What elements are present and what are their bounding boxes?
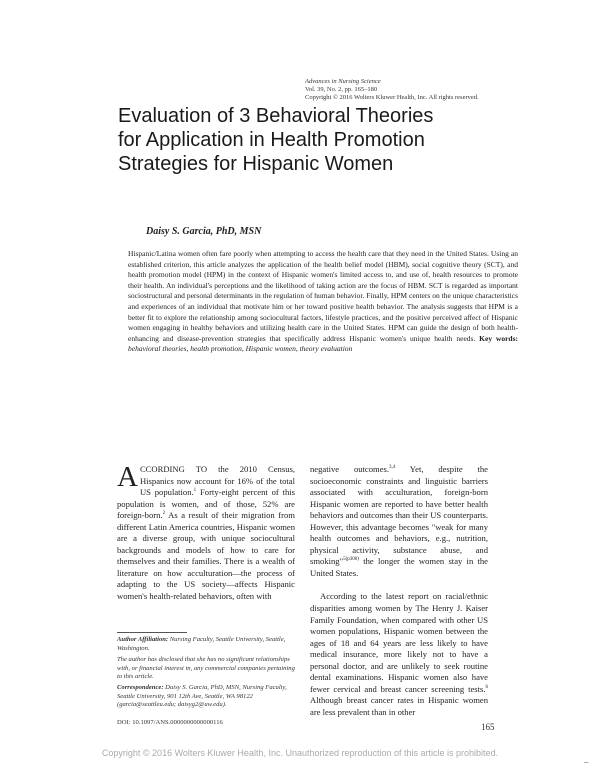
- correspondence-label: Correspondence:: [117, 684, 164, 691]
- body-paragraph-right-1: [310, 464, 488, 579]
- affiliation-text: Nursing Faculty, Seattle University, Seattle, Washington.: [117, 636, 286, 652]
- article-title: Evaluation of 3 Behavioral Theories for Application in Health Promotion Strategies for Hispanic Women: [118, 105, 434, 175]
- footnote-divider: [117, 632, 187, 633]
- journal-info: [305, 78, 535, 102]
- footnote-doi: DOI: 10.1097/ANS.0000000000000116: [117, 719, 223, 726]
- body-text-right-d: According to the latest report on racial/ethnic disparities among women by The Henry J. Kaiser Family Foundation, when compared with other US women populations, Hispanic women between the ages of 18 and 64 years are less likely to have medical insurance, more likely not to have a personal doctor, and are unlikely to seek routine dental examinations. Hispanic women also have fewer cervical and breast cancer screening tests.: [310, 591, 488, 694]
- body-text-right-c: the longer the women stay in the United States.: [310, 556, 488, 578]
- body-text-left-c: As a result of their migration from different Latin America countries, Hispanic women are a diverse group, with unique sociocultural backgrounds and models of how to care for themselves and their families. There is a wealth of literature on how acculturation—the process of adapting to the US society—affects Hispanic women's health-related behaviors, often with: [117, 510, 295, 602]
- page-number: 165: [481, 722, 495, 732]
- keywords-label: Key words:: [479, 333, 518, 343]
- body-text-right-a: negative outcomes.: [310, 464, 390, 474]
- body-text-left-a: CCORDING TO the 2010 Census, Hispanics now account for 16% of the total US population.: [139, 464, 295, 498]
- footnote-disclosure: The author has disclosed that she has no significant relationships with, or financial interest in, any commercial companies pertaining to this article.: [117, 656, 295, 680]
- citation-5: 5(p300): [343, 557, 359, 563]
- footnote-affiliation: [117, 636, 297, 653]
- body-paragraph-right-2: [310, 591, 488, 718]
- corner-mark: –: [584, 757, 589, 767]
- citation-6: 6: [485, 684, 488, 690]
- correspondence-text: Daisy S. Garcia, PhD, MSN, Nursing Faculty, Seattle University, 901 12th Ave, Seattle, WA 98122 (garcia@seattleu.edu; daisyg2@uw.edu).: [117, 684, 287, 708]
- affiliation-label: Author Affiliation:: [117, 636, 169, 643]
- drop-cap: A: [117, 461, 138, 493]
- body-right-column: [310, 464, 488, 718]
- citation-3-4: 3,4: [389, 465, 396, 471]
- abstract-text: Hispanic/Latina women often fare poorly when attempting to access the health care that they need in the United States. Using an established criterion, this article analyzes the application of the health belief model (HBM), social cognitive theory (SCT), and health promotion model (HPM) in the context of Hispanic women's limited access to, and use of, health resources to promote their health. An individual's perceptions and the likelihood of taking action are the focus of HBM. SCT is regarded as important sociostructural and personal determinants in the regulation of human behavior. Finally, HPM centers on the unique characteristics and experiences of an individual that motivate him or her toward positive health behavior. The analysis suggests that HPM is a better fit to explore the relationship among sociocultural factors, lifestyle practices, and the positive perceived affect of Hispanic women engaging in healthy behaviors and utilizing health care in the United States. HPM can guide the design of both health-enhancing and disease-prevention strategies that specifically address Hispanic women's unique health needs.: [128, 249, 518, 343]
- journal-copyright: Copyright © 2016 Wolters Kluwer Health, Inc. All rights reserved.: [305, 94, 479, 101]
- body-text-right-b: Yet, despite the socioeconomic constraints and linguistic barriers associated with acculturation, foreign-born Hispanic women are reported to have better health behaviors and outcomes than their US counterparts. However, this advantage becomes "weak for many health outcomes and behaviors, e.g., nutrition, physical activity, substance abuse, and smoking": [310, 464, 488, 567]
- keywords: behavioral theories, health promotion, Hispanic women, theory evaluation: [128, 344, 353, 354]
- journal-name: Advances in Nursing Science: [305, 78, 381, 85]
- abstract: [128, 249, 518, 355]
- body-text-right-e: Although breast cancer rates in Hispanic women are less prevalent than in other: [310, 695, 488, 717]
- citation-2: 2: [162, 511, 166, 517]
- journal-volume: Vol. 39, No. 2, pp. 165–180: [305, 86, 378, 93]
- copyright-footer: Copyright © 2016 Wolters Kluwer Health, Inc. Unauthorized reproduction of this article is prohibited.: [101, 748, 499, 758]
- footnote-correspondence: [117, 684, 297, 710]
- author-name: Daisy S. Garcia, PhD, MSN: [146, 226, 262, 237]
- citation-1: 1: [193, 488, 197, 494]
- body-left-column: [117, 461, 295, 603]
- body-text-left-b: Forty-eight percent of this population is women, and of those, 52% are foreign-born.: [117, 487, 295, 521]
